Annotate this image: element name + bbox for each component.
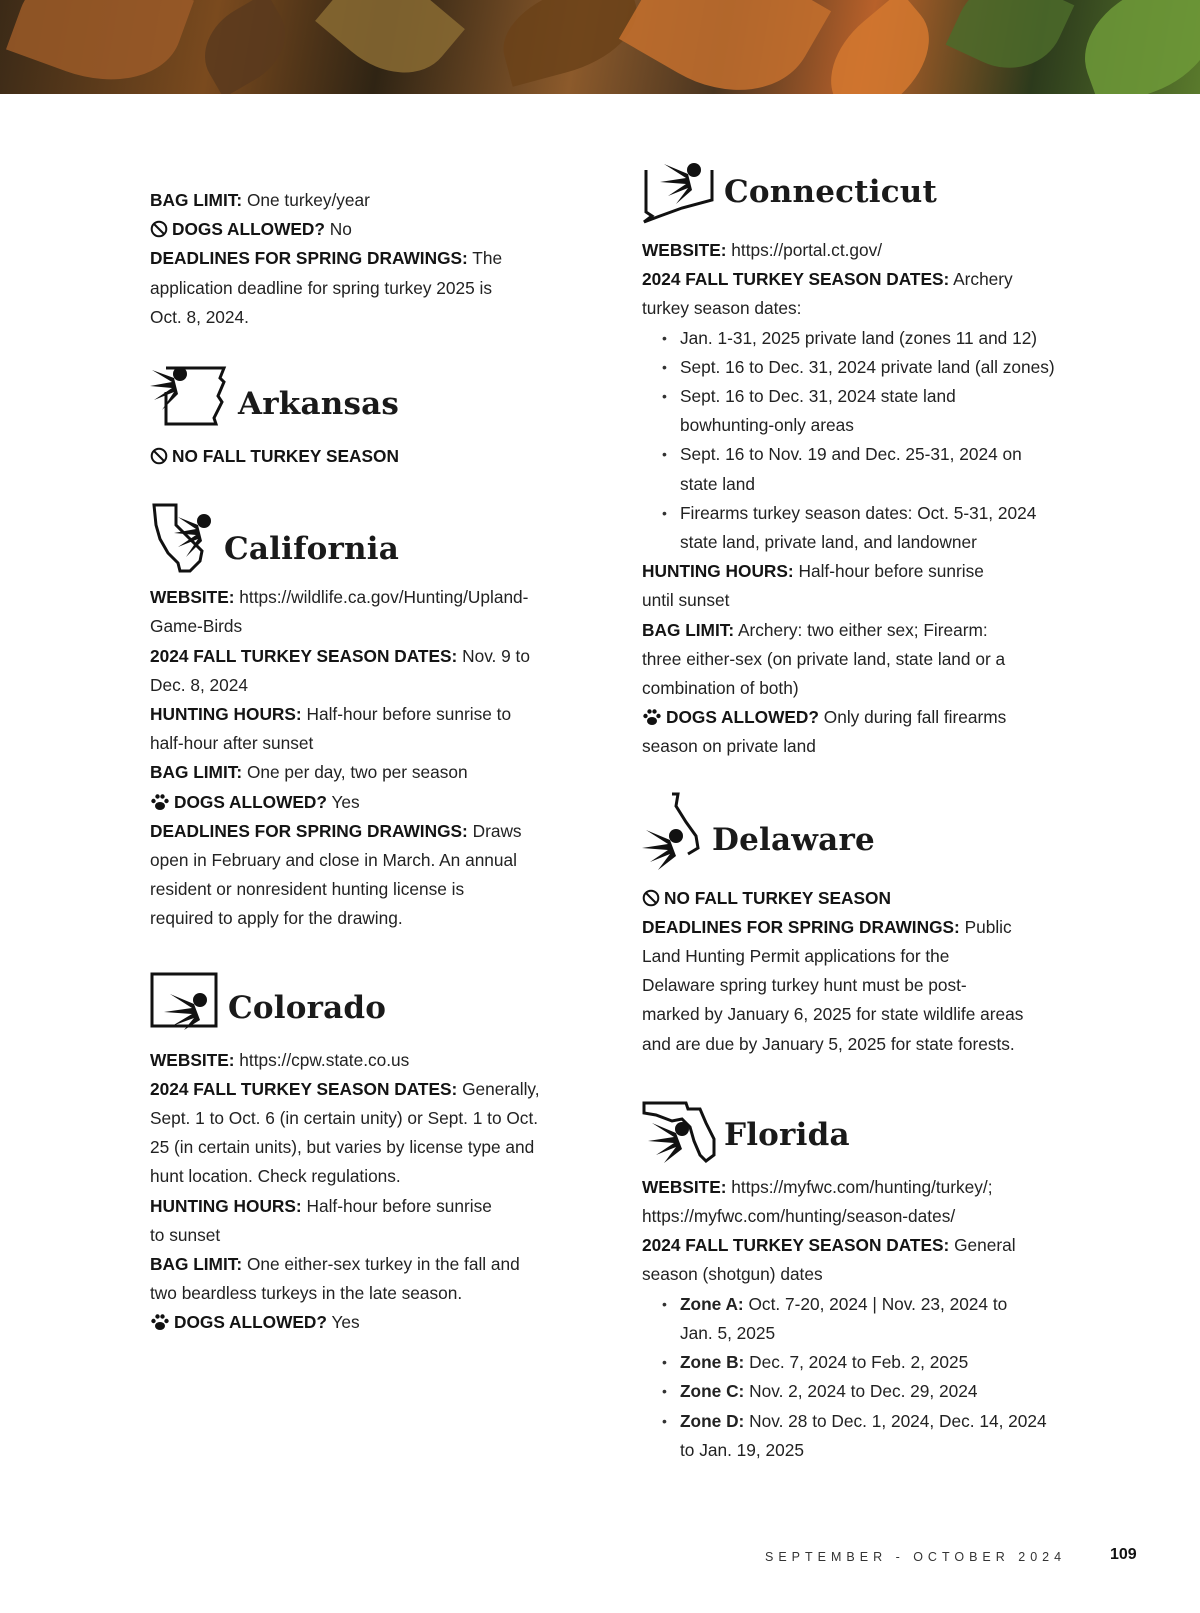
california-turkey-icon bbox=[150, 501, 216, 573]
arkansas-turkey-icon bbox=[150, 362, 230, 428]
florida-zones-list bbox=[642, 1290, 1102, 1465]
state-name-delaware: Delaware bbox=[712, 821, 875, 858]
header-banner-image bbox=[0, 0, 1200, 94]
paw-print-icon bbox=[642, 708, 662, 726]
no-symbol-icon bbox=[150, 447, 168, 465]
intro-section: BAG LIMIT: One turkey/year DOGS ALLOWED? No DEADLINES FOR SPRING DRAWINGS: The application deadline for spring turkey 2025 is Oct. 8, 2024. bbox=[150, 190, 503, 327]
connecticut-turkey-icon bbox=[642, 156, 716, 226]
state-section-arkansas: Arkansas NO FALL TURKEY SEASON bbox=[150, 362, 600, 471]
left-column bbox=[150, 150, 600, 1338]
list-item: • Zone B: Dec. 7, 2024 to Feb. 2, 2025 bbox=[680, 1348, 1102, 1377]
issue-date: SEPTEMBER - OCTOBER 2024 bbox=[765, 1550, 1067, 1564]
list-item: • Sept. 16 to Dec. 31, 2024 private land (all zones) bbox=[680, 353, 1102, 382]
delaware-turkey-icon bbox=[642, 792, 704, 872]
colorado-turkey-icon bbox=[150, 970, 220, 1032]
list-item: • Zone C: Nov. 2, 2024 to Dec. 29, 2024 bbox=[680, 1377, 1102, 1406]
state-section-california: California WEBSITE: https://wildlife.ca.gov/Hunting/Upland- Game-Birds 2024 FALL TURKEY SEASON DATES: Nov. 9 to Dec. 8, 2024 HUNTING HOURS: Half-hour before sunrise to half-hour after sunset BAG LIMIT: One per day, two per season DOGS ALLOWED? Yes DEADLINES FOR SPRING DRAWINGS: Draws open in February and close in March. An annual resident or nonresident hunting license is required to apply for the drawing. bbox=[150, 501, 600, 933]
state-section-delaware: Delaware NO FALL TURKEY SEASON DEADLINES FOR SPRING DRAWINGS: Public Land Hunting Permit applications for the Delaware spring turkey hunt must be post- marked by January 6, 2025 for state wildlife areas and are due by January 5, 2025 for state forests. bbox=[642, 792, 1102, 1059]
list-item: • Zone A: Oct. 7-20, 2024 | Nov. 23, 2024 to Jan. 5, 2025 bbox=[680, 1290, 1102, 1348]
no-symbol-icon bbox=[150, 220, 168, 238]
list-item: • Jan. 1-31, 2025 private land (zones 11 and 12) bbox=[680, 324, 1102, 353]
florida-turkey-icon bbox=[642, 1099, 716, 1163]
state-name-colorado: Colorado bbox=[228, 989, 387, 1026]
list-item: • Zone D: Nov. 28 to Dec. 1, 2024, Dec. 14, 2024 to Jan. 19, 2025 bbox=[680, 1407, 1102, 1465]
state-name-california: California bbox=[224, 531, 400, 568]
state-section-connecticut: Connecticut WEBSITE: https://portal.ct.gov/ 2024 FALL TURKEY SEASON DATES: Archery turkey season dates: • Jan. 1-31, 2025 private land (zones 11 and 12) • Sept. 16 to Dec. 31, 2024 private land (all zones) • Sept. 16 to Dec. 31, 2024 state land bowhunting-only areas • Sept. 16 to Nov. 19 and Dec. 25-31, 2024 on state land • Firearms turkey season dates: Oct. 5-31, 2024 state land, private land, and landowner HUNTING HOURS: Half-hour before sunrise until sunset BAG LIMIT: Archery: two either sex; Firearm: three either-sex (on private land, state land or a combination of both) DOGS ALLOWED? Only during fall firearms season on private land bbox=[642, 156, 1102, 762]
list-item: • Sept. 16 to Dec. 31, 2024 state land bowhunting-only areas bbox=[680, 382, 1102, 440]
state-name-florida: Florida bbox=[724, 1116, 850, 1153]
state-section-colorado: Colorado WEBSITE: https://cpw.state.co.us 2024 FALL TURKEY SEASON DATES: Generally, Sept. 1 to Oct. 6 (in certain unity) or Sept. 1 to Oct. 25 (in certain units), but varies by license type and hunt location. Check regulations. HUNTING HOURS: Half-hour before sunrise to sunset BAG LIMIT: One either-sex turkey in the fall and two beardless turkeys in the late season. DOGS ALLOWED? Yes bbox=[150, 970, 600, 1338]
list-item: • Sept. 16 to Nov. 19 and Dec. 25-31, 2024 on state land bbox=[680, 440, 1102, 498]
state-name-arkansas: Arkansas bbox=[238, 386, 400, 423]
page-number: 109 bbox=[1110, 1546, 1137, 1563]
right-column bbox=[642, 156, 1102, 1465]
state-section-florida: Florida WEBSITE: https://myfwc.com/hunting/turkey/; https://myfwc.com/hunting/season-dates/ 2024 FALL TURKEY SEASON DATES: General season (shotgun) dates • Zone A: Oct. 7-20, 2024 | Nov. 23, 2024 to Jan. 5, 2025 • Zone B: Dec. 7, 2024 to Feb. 2, 2025 • Zone C: Nov. 2, 2024 to Dec. 29, 2024 • Zone D: Nov. 28 to Dec. 1, 2024, Dec. 14, 2024 to Jan. 19, 2025 bbox=[642, 1099, 1102, 1465]
paw-print-icon bbox=[150, 793, 170, 811]
paw-print-icon bbox=[150, 1313, 170, 1331]
list-item: • Firearms turkey season dates: Oct. 5-31, 2024 state land, private land, and landowner bbox=[680, 499, 1102, 557]
connecticut-dates-list bbox=[642, 324, 1102, 558]
state-name-connecticut: Connecticut bbox=[724, 174, 938, 210]
no-symbol-icon bbox=[642, 889, 660, 907]
